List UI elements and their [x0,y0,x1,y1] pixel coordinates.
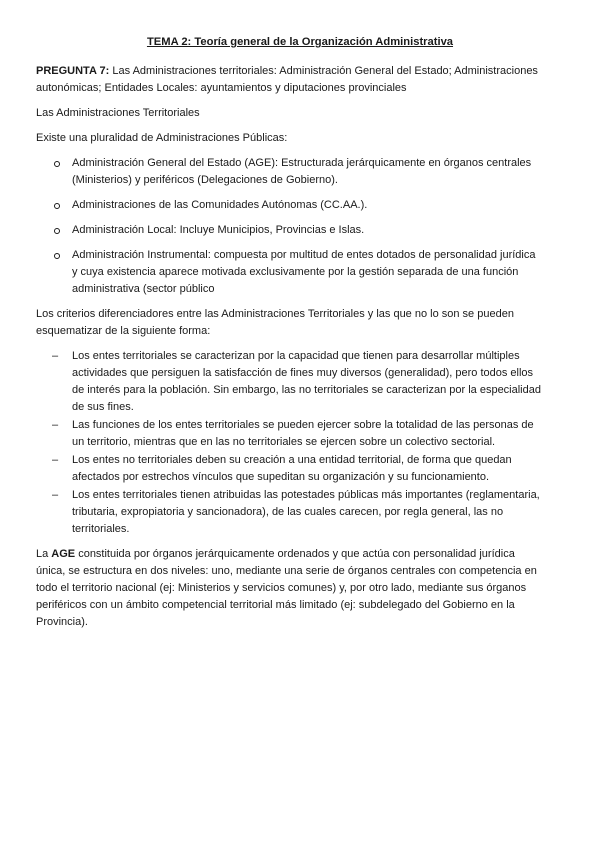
list-item-text: Administración General del Estado (AGE): Estructurada jerárquicamente en órganos centrales (Ministerios) y periféricos (Delegaciones de Gobierno). [72,157,532,186]
subheading: Las Administraciones Territoriales [36,107,200,119]
list-item-text: Las funciones de los entes territoriales se pueden ejercer sobre la totalidad de las personas de un territorio, mientras que en las no territoriales se ejercen sobre un colectivo sectorial. [72,419,534,448]
intro-paragraph: Existe una pluralidad de Administraciones Públicas: [36,132,288,144]
list-item [36,197,542,214]
list-item-text: Los entes no territoriales deben su creación a una entidad territorial, de forma que quedan afectados por estrechos vínculos que supeditan su organización y su funcionamiento. [72,454,512,483]
list-item [36,247,542,298]
list-item-text: Los entes territoriales se caracterizan por la capacidad que tienen para desarrollar múltiples actividades que persiguen la satisfacción de fines muy diversos (generalidad), pero todos ellos de interés para la población. Sin embargo, las no territoriales se caracterizan por la especialidad de sus fines. [72,350,541,413]
dash-bullet-icon: – [52,454,59,466]
age-paragraph [36,546,542,631]
list-item-text: Administraciones de las Comunidades Autónomas (CC.AA.). [72,199,368,211]
age-prefix: La [36,548,52,560]
age-text: constituida por órganos jerárquicamente ordenados y que actúa con personalidad jurídica única, se estructura en dos niveles: uno, mediante una serie de órganos centrales con competencia en todo el territorio nacional (ej: Ministerios y servicios comunes) y, por otro lado, mediante sus órganos periféricos con un ámbito competencial territorial más limitado (ej: subdelegado del Gobierno en la Provincia). [36,548,537,628]
circle-bullet-icon [54,228,60,234]
list-item [36,452,542,486]
list-item [36,417,542,451]
dash-bullet-icon: – [52,489,59,501]
list-item-text: Los entes territoriales tienen atribuidas las potestades públicas más importantes (reglamentaria, tributaria, expropiatoria y sancionadora), de las cuales carecen, por regla general, las no territoriales. [72,489,540,535]
circle-bullet-icon [54,203,60,209]
circle-bullet-icon [54,161,60,167]
question-label: PREGUNTA 7: [36,65,110,77]
page-title: TEMA 2: Teoría general de la Organización Administrativa [146,36,454,48]
question-text: Las Administraciones territoriales: Administración General del Estado; Administraciones autonómicas; Entidades Locales: ayuntamientos y diputaciones provinciales [36,65,538,94]
age-term: AGE [51,548,76,560]
criteria-list [36,348,542,538]
admin-list [36,155,542,298]
dash-bullet-icon: – [52,350,59,362]
dash-bullet-icon: – [52,419,59,431]
list-item [36,155,542,189]
criteria-intro: Los criterios diferenciadores entre las Administraciones Territoriales y las que no lo son se pueden esquematizar de la siguiente forma: [36,308,514,337]
list-item [36,348,542,416]
list-item-text: Administración Instrumental: compuesta por multitud de entes dotados de personalidad jurídica y cuya existencia aparece motivada exclusivamente por la gestión separada de una función administrativa (sector público [72,249,536,295]
circle-bullet-icon [54,253,60,259]
list-item [36,487,542,538]
list-item-text: Administración Local: Incluye Municipios, Provincias e Islas. [72,224,365,236]
question-paragraph [36,63,542,97]
list-item [36,222,542,239]
